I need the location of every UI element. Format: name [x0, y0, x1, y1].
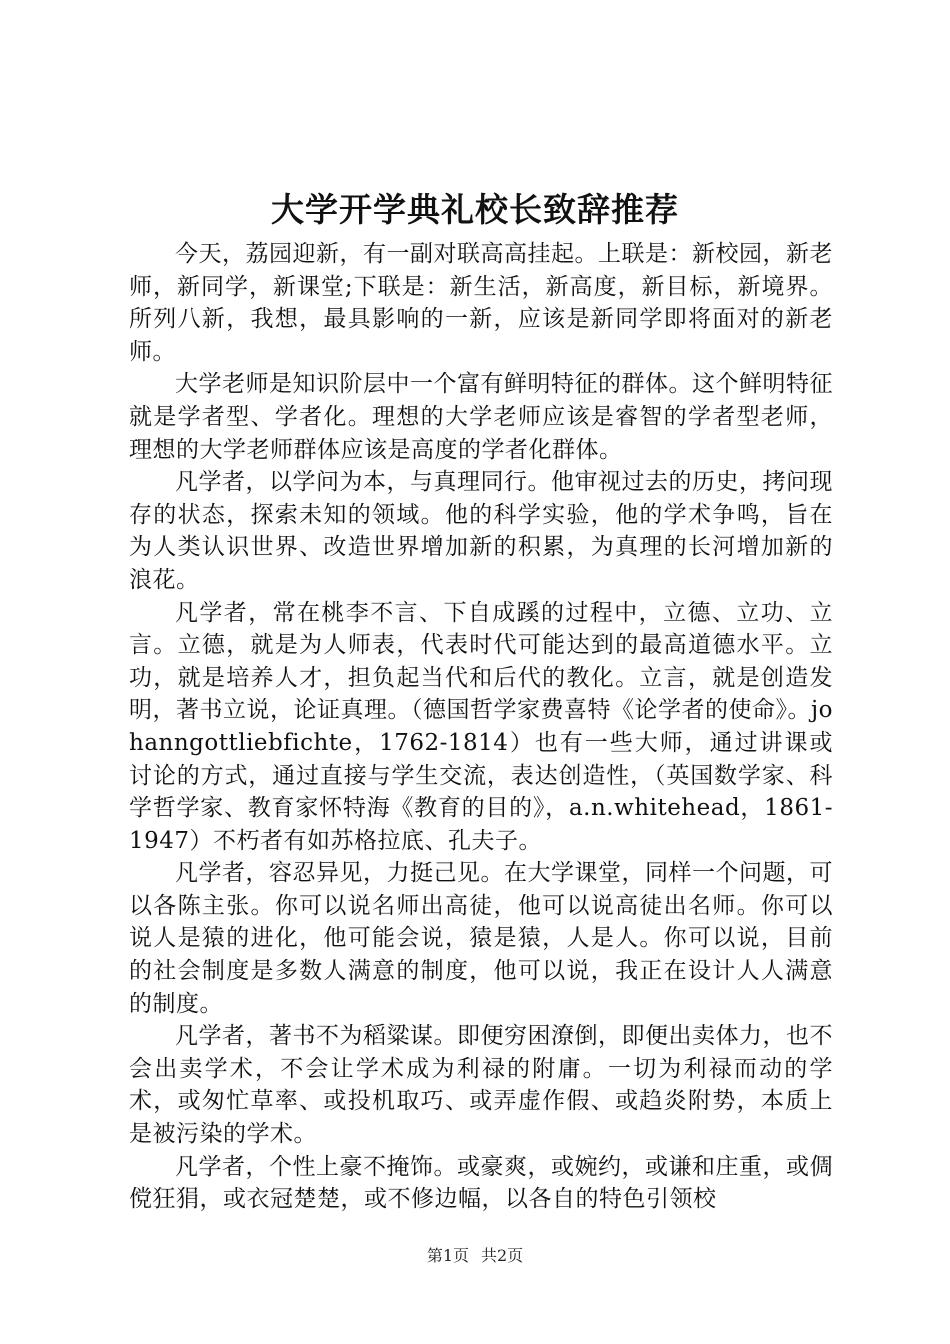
paragraph-1: 今天，荔园迎新，有一副对联高高挂起。上联是：新校园，新老师，新同学，新课堂;下联是：新生活，新高度，新目标，新境界。所列八新，我想，最具影响的一新，应该是新同学即将面对的新老师。: [129, 241, 833, 365]
page-total: 共2页: [481, 1246, 524, 1265]
page-number: 第1页: [426, 1246, 469, 1265]
paragraph-2: 大学老师是知识阶层中一个富有鲜明特征的群体。这个鲜明特征就是学者型、学者化。理想的大学老师应该是睿智的学者型老师，理想的大学老师群体应该是高度的学者化群体。: [129, 371, 833, 463]
paragraph-5: 凡学者，容忍异见，力挺己见。在大学课堂，同样一个问题，可以各陈主张。你可以说名师出高徒，他可以说高徒出名师。你可以说人是猿的进化，他可能会说，猿是猿，人是人。你可以说，目前的社会制度是多数人满意的制度，他可以说，我正在设计人人满意的制度。: [129, 860, 833, 1017]
document-title: 大学开学典礼校长致辞推荐: [271, 190, 679, 229]
document-body: [129, 238, 833, 1216]
paragraph-6: 凡学者，著书不为稻粱谋。即便穷困潦倒，即便出卖体力，也不会出卖学术，不会让学术成为利禄的附庸。一切为利禄而动的学术，或匆忙草率、或投机取巧、或弄虚作假、或趋炎附势，本质上是被污染的学术。: [129, 1023, 833, 1148]
paragraph-7: 凡学者，个性上豪不掩饰。或豪爽，或婉约，或谦和庄重，或倜傥狂狷，或衣冠楚楚，或不修边幅，以各自的特色引领校: [129, 1153, 833, 1213]
paragraph-4: 凡学者，常在桃李不言、下自成蹊的过程中，立德、立功、立言。立德，就是为人师表，代表时代可能达到的最高道德水平。立功，就是培养人才，担负起当代和后代的教化。立言，就是创造发明，著书立说，论证真理。（德国哲学家费喜特《论学者的使命》。johanngottliebfichte，1762-1814）也有一些大师，通过讲课或讨论的方式，通过直接与学生交流，表达创造性，（英国数学家、科学哲学家、教育家怀特海《教育的目的》，a.n.whitehead，1861-1947）不朽者有如苏格拉底、孔夫子。: [129, 599, 833, 854]
page-footer: [0, 1245, 950, 1267]
paragraph-3: 凡学者，以学问为本，与真理同行。他审视过去的历史，拷问现存的状态，探索未知的领域。他的科学实验，他的学术争鸣，旨在为人类认识世界、改造世界增加新的积累，为真理的长河增加新的浪花。: [129, 469, 833, 593]
